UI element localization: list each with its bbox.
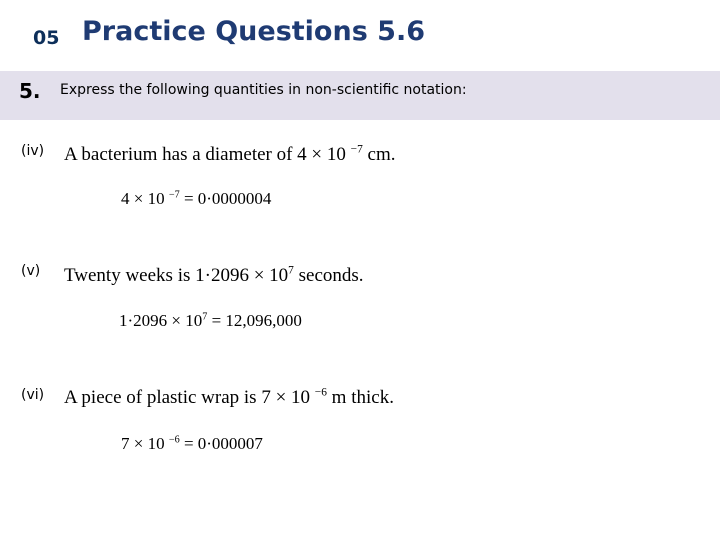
part-answer-vi bbox=[121, 434, 263, 454]
answer-exponent: 7 bbox=[202, 311, 208, 323]
statement-text: seconds. bbox=[293, 265, 364, 286]
page-title: Practice Questions 5.6 bbox=[82, 16, 425, 47]
answer-text: = 0·0000004 bbox=[179, 189, 272, 208]
answer-text: 4 × 10 bbox=[121, 189, 169, 208]
answer-text: = 0·000007 bbox=[179, 434, 263, 453]
part-label-vi: (vi) bbox=[21, 387, 45, 403]
part-label-v: (v) bbox=[21, 263, 41, 279]
answer-exponent: −6 bbox=[168, 434, 180, 446]
part-statement-vi bbox=[64, 387, 394, 409]
part-statement-iv bbox=[64, 144, 396, 166]
statement-text: A bacterium has a diameter of 4 × 10 bbox=[64, 144, 351, 165]
statement-exponent: 7 bbox=[288, 264, 294, 277]
statement-exponent: −7 bbox=[350, 143, 363, 156]
part-statement-v bbox=[64, 265, 364, 287]
answer-text: 7 × 10 bbox=[121, 434, 169, 453]
part-label-iv: (iv) bbox=[21, 143, 45, 159]
answer-text: = 12,096,000 bbox=[207, 311, 302, 330]
answer-text: 1·2096 × 10 bbox=[119, 311, 203, 330]
question-number: 5. bbox=[19, 79, 41, 103]
statement-text: A piece of plastic wrap is 7 × 10 bbox=[64, 387, 315, 408]
part-answer-v bbox=[119, 311, 302, 331]
statement-text: m thick. bbox=[326, 387, 394, 408]
statement-text: cm. bbox=[362, 144, 396, 165]
statement-text: Twenty weeks is 1·2096 × 10 bbox=[64, 265, 289, 286]
question-prompt: Express the following quantities in non-scientific notation: bbox=[60, 82, 467, 98]
chapter-number: 05 bbox=[33, 27, 60, 49]
statement-exponent: −6 bbox=[314, 386, 327, 399]
answer-exponent: −7 bbox=[168, 189, 180, 201]
part-answer-iv bbox=[121, 189, 271, 209]
